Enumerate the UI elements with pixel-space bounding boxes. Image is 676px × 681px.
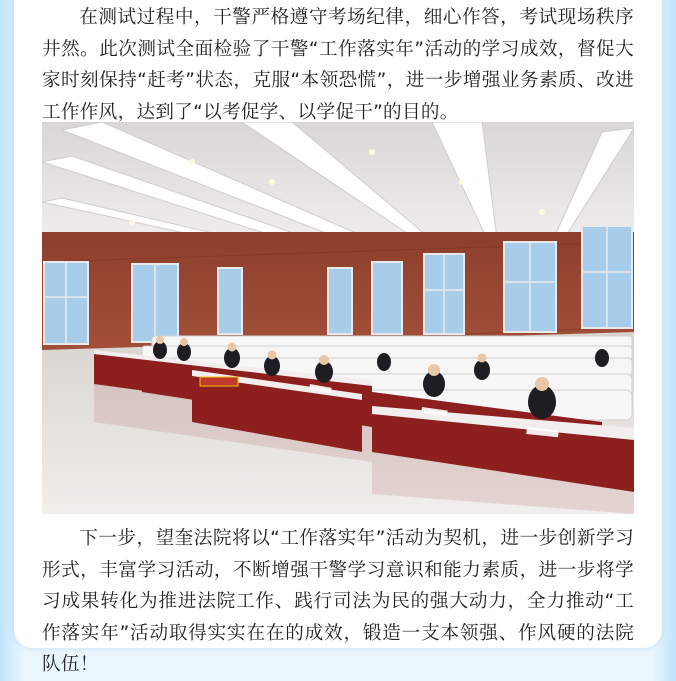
paragraph-exam-order: 在测试过程中，干警严格遵守考场纪律，细心作答，考试现场秩序井然。此次测试全面检验了干警“工作落实年”活动的学习成效，督促大家时刻保持“赶考”状态，克服“本领恐慌”，进一步增强业务素质、改进工作作风，达到了“以考促学、以学促干”的目的。 [42,7,634,123]
paragraph-next-step: 下一步，望奎法院将以“工作落实年”活动为契机，进一步创新学习形式，丰富学习活动，不断增强干警学习意识和能力素质，进一步将学习成果转化为推进法院工作、践行司法为民的强大动力，全力推动“工作落实年”活动取得实实在在的成效，锻造一支本领强、作风硬的法院队伍！ [42,528,634,675]
exam-hall-photo [42,122,634,514]
exam-hall-illustration [42,122,634,514]
